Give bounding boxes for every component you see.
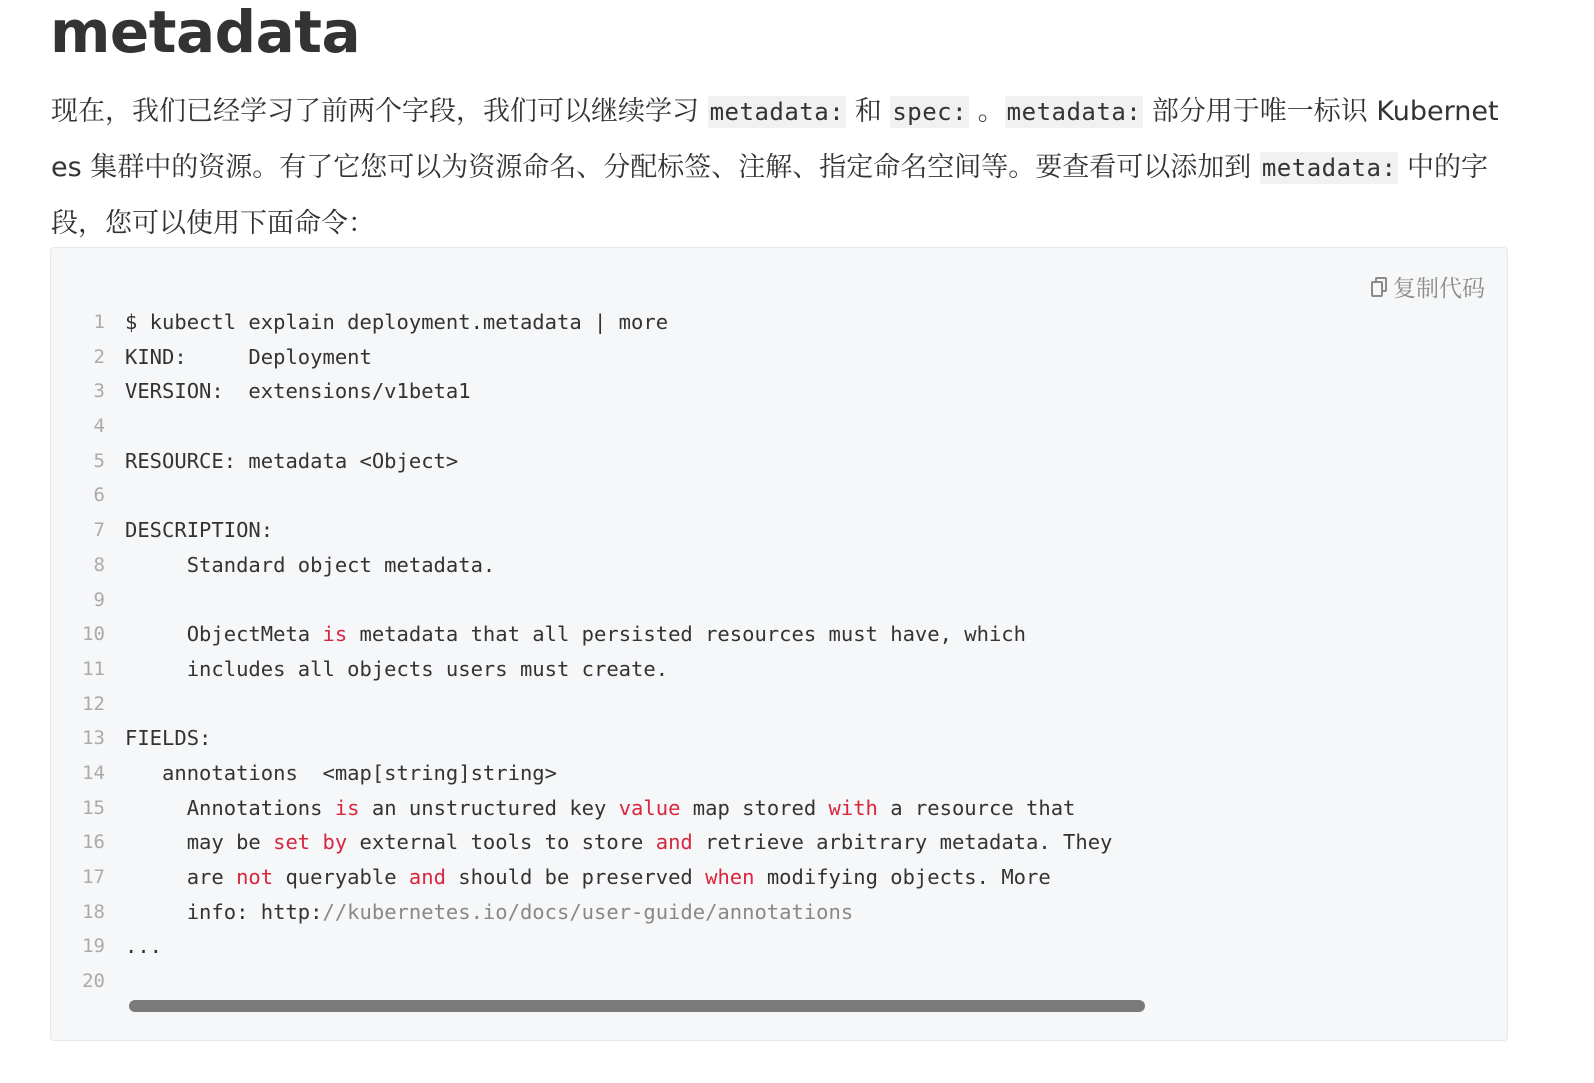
line-number: 10 — [82, 623, 105, 646]
code-block — [50, 247, 1508, 1041]
line-content — [125, 444, 458, 479]
line-number: 5 — [93, 449, 105, 472]
code-text: info: http: — [125, 899, 323, 924]
code-keyword: set — [273, 830, 311, 855]
code-keyword: when — [705, 865, 755, 889]
line-number: 1 — [93, 311, 105, 333]
code-keyword: not — [236, 865, 274, 889]
code-line — [51, 825, 1507, 860]
code-text: a resource that — [877, 795, 1076, 820]
line-number: 8 — [93, 553, 105, 576]
inline-code-spec: spec: — [892, 98, 968, 126]
horizontal-scrollbar[interactable] — [129, 1000, 1145, 1012]
line-number: 15 — [82, 796, 105, 819]
code-line — [51, 791, 1507, 826]
line-content — [125, 825, 1112, 860]
code-text: annotations <map[string]string> — [125, 760, 557, 785]
code-line — [51, 548, 1507, 583]
code-text: queryable — [273, 865, 409, 889]
code-line — [51, 721, 1507, 756]
code-text: Annotations — [125, 795, 335, 820]
line-number: 3 — [93, 380, 105, 403]
code-text: may be — [125, 830, 274, 855]
line-content — [125, 721, 211, 756]
line-content — [125, 340, 372, 375]
inline-code-metadata: metadata: — [709, 98, 845, 126]
code-line — [51, 929, 1507, 964]
code-keyword: and — [408, 865, 446, 889]
line-content — [125, 929, 162, 964]
line-number: 4 — [93, 415, 105, 438]
line-content — [125, 548, 495, 583]
line-number: 16 — [82, 831, 105, 854]
code-text: DESCRIPTION: — [125, 518, 274, 543]
code-line — [51, 583, 1507, 618]
code-line — [51, 652, 1507, 687]
code-lines — [51, 305, 1507, 999]
code-line — [51, 409, 1507, 444]
line-number: 17 — [82, 866, 105, 888]
code-keyword: by — [322, 830, 348, 855]
line-number: 6 — [93, 484, 105, 507]
code-keyword: value — [618, 795, 681, 820]
code-text: are — [125, 865, 237, 889]
code-text: an unstructured key — [359, 795, 619, 820]
code-line — [51, 513, 1507, 548]
line-number: 13 — [82, 727, 105, 750]
line-content — [125, 374, 471, 409]
code-text: VERSION: extensions/v1beta1 — [125, 379, 471, 404]
code-keyword: is — [322, 622, 348, 647]
code-keyword: is — [334, 795, 360, 820]
intro-paragraph — [51, 84, 1509, 251]
intro-text-5: 中的字段，您可以使用下面命令： — [51, 152, 1488, 239]
line-number: 7 — [93, 519, 105, 542]
line-number: 12 — [82, 692, 105, 715]
code-text: $ kubectl explain deployment.metadata | more — [125, 310, 669, 334]
code-line — [51, 617, 1507, 652]
code-keyword: with — [828, 795, 878, 820]
intro-text-3: 。 — [977, 96, 1005, 127]
code-line — [51, 374, 1507, 409]
code-line — [51, 860, 1507, 895]
code-line — [51, 478, 1507, 513]
line-number: 18 — [82, 900, 105, 923]
code-text: retrieve arbitrary metadata. They — [692, 830, 1113, 855]
line-number: 2 — [93, 345, 105, 368]
intro-text-1: 现在，我们已经学习了前两个字段，我们可以继续学习 — [51, 96, 699, 127]
code-text: metadata that all persisted resources must have, which — [347, 622, 1026, 647]
line-content — [125, 895, 853, 930]
code-text: modifying objects. More — [754, 865, 1051, 889]
code-line — [51, 756, 1507, 791]
section-heading: metadata — [50, 0, 361, 66]
code-text: external tools to store — [347, 830, 656, 855]
code-text: ObjectMeta — [125, 622, 323, 647]
inline-code-metadata-2: metadata: — [1006, 98, 1142, 126]
intro-text-4: 部分用于唯一标识 Kubernetes 集群中的资源。有了它您可以为资源命名、分配标签、注解、指定命名空间等。要查看可以添加到 — [51, 96, 1499, 183]
code-text: ... — [125, 934, 163, 959]
intro-text-2: 和 — [854, 96, 882, 127]
code-text: includes all objects users must create. — [125, 656, 669, 681]
copy-code-button[interactable] — [1371, 270, 1485, 303]
code-line — [51, 964, 1507, 999]
code-text: should be preserved — [445, 865, 706, 889]
code-comment: //kubernetes.io/docs/user-guide/annotations — [322, 899, 854, 924]
line-number: 19 — [82, 935, 105, 958]
line-content — [125, 756, 557, 791]
code-text: RESOURCE: metadata <Object> — [125, 448, 459, 473]
line-number: 14 — [82, 761, 105, 784]
code-line — [51, 895, 1507, 930]
code-text: FIELDS: — [125, 726, 212, 751]
line-content — [125, 513, 273, 548]
line-content — [125, 791, 1075, 826]
line-number: 9 — [93, 588, 105, 611]
line-number: 20 — [82, 970, 105, 993]
line-content — [125, 652, 668, 687]
inline-code-metadata-3: metadata: — [1261, 154, 1397, 182]
line-content — [125, 617, 1026, 652]
code-line — [51, 687, 1507, 722]
code-text: Standard object metadata. — [125, 552, 496, 577]
copy-code-label: 复制代码 — [1393, 276, 1485, 302]
code-text — [310, 830, 322, 854]
code-text: map stored — [680, 795, 829, 820]
line-content — [125, 305, 668, 340]
line-number: 11 — [82, 657, 105, 680]
copy-icon — [1371, 277, 1387, 297]
line-content — [125, 860, 1051, 895]
code-text: KIND: Deployment — [125, 344, 372, 369]
code-keyword: and — [655, 830, 693, 855]
code-line — [51, 305, 1507, 340]
code-line — [51, 444, 1507, 479]
code-line — [51, 340, 1507, 375]
